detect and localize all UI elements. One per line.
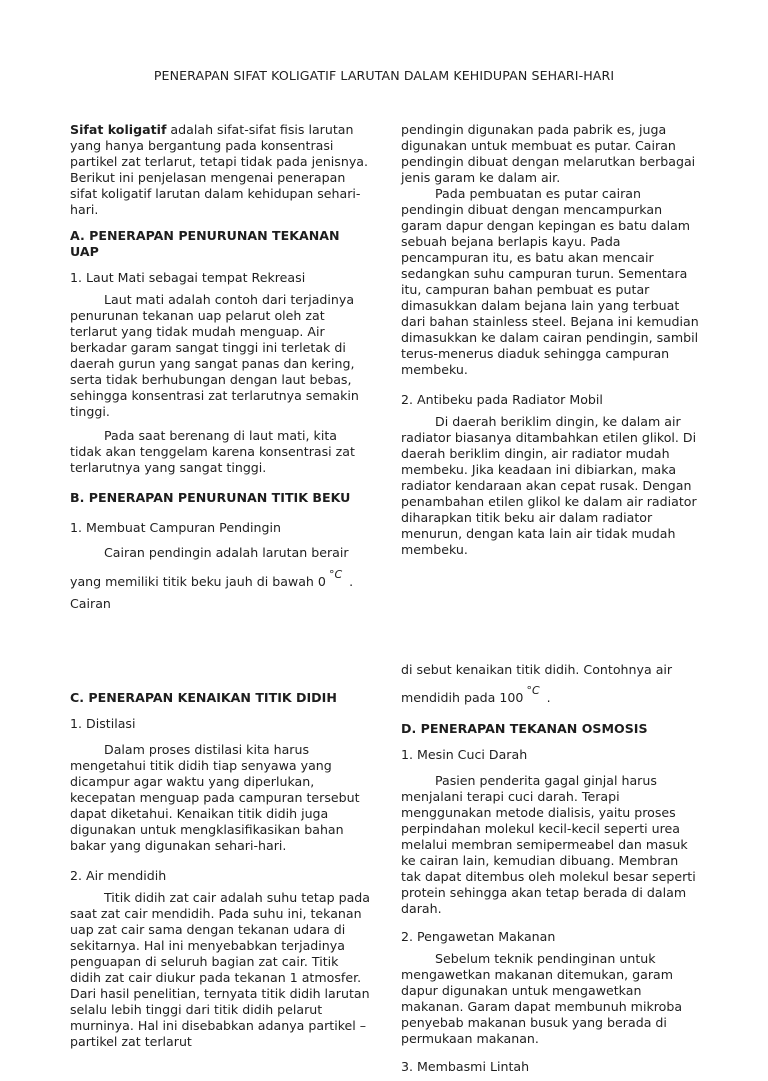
degree-celsius-symbol: °C <box>328 568 343 581</box>
column-bottom-left <box>70 690 370 1050</box>
page-title: PENERAPAN SIFAT KOLIGATIF LARUTAN DALAM KEHIDUPAN SEHARI-HARI <box>153 68 615 83</box>
section-c-subheading-2: 2. Air mendidih <box>70 868 167 883</box>
section-a-heading: A. PENERAPAN PENURUNAN TEKANAN UAP <box>70 228 340 259</box>
section-a-subheading-1: 1. Laut Mati sebagai tempat Rekreasi <box>70 270 306 285</box>
section-c-continued-line-2 <box>401 680 701 709</box>
intro-term: Sifat koligatif <box>70 122 167 137</box>
section-c-subheading-1: 1. Distilasi <box>70 716 136 731</box>
section-d-subheading-2: 2. Pengawetan Makanan <box>401 929 556 944</box>
section-b-subheading-2: 2. Antibeku pada Radiator Mobil <box>401 392 603 407</box>
section-d-paragraph-2: Sebelum teknik pendinginan untuk mengawetkan makanan ditemukan, garam dapur digunakan untuk mengawetkan makanan. Garam dapat membunuh mikroba penyebab makanan busuk yang berada di permukaan makanan. <box>401 951 683 1046</box>
section-c-heading: C. PENERAPAN KENAIKAN TITIK DIDIH <box>70 690 337 705</box>
section-d-paragraph-1: Pasien penderita gagal ginjal harus menjalani terapi cuci darah. Terapi menggunakan metode dialisis, yaitu proses perpindahan molekul kecil-kecil seperti urea melalui membran semipermeabel dan masuk ke cairan lain, kemudian dibuang. Membran tak dapat ditembus oleh molekul besar seperti protein sehingga akan tetap berada di dalam darah. <box>401 773 696 916</box>
column-top-left <box>70 122 370 615</box>
section-a-paragraph-2: Pada saat berenang di laut mati, kita tidak akan tenggelam karena konsentrasi zat terlarutnya yang sangat tinggi. <box>70 428 355 475</box>
section-d-heading: D. PENERAPAN TEKANAN OSMOSIS <box>401 721 648 736</box>
section-b-paragraph-3: Di daerah beriklim dingin, ke dalam air radiator biasanya ditambahkan etilen glikol. Di daerah beriklim dingin, air radiator mudah membeku. Jika keadaan ini dibiarkan, maka radiator kendaraan akan cepat rusak. Dengan penambahan etilen glikol ke dalam air radiator diharapkan titik beku air dalam radiator menurun, dengan kata lain air tidak mudah membeku. <box>401 414 697 557</box>
section-c-paragraph-2: Titik didih zat cair adalah suhu tetap pada saat zat cair mendidih. Pada suhu ini, tekanan uap zat cair sama dengan tekanan udara di sekitarnya. Hal ini menyebabkan terjadinya penguapan di seluruh bagian zat cair. Titik didih zat cair diukur pada tekanan 1 atmosfer. Dari hasil penelitian, ternyata titik didih larutan selalu lebih tinggi dari titik didih pelarut murninya. Hal ini disebabkan adanya partikel – partikel zat terlarut <box>70 890 370 1049</box>
section-c-continued-text: mendidih pada 100 <box>401 690 524 705</box>
section-c-paragraph-1: Dalam proses distilasi kita harus mengetahui titik didih tiap senyawa yang dicampur agar waktu yang diperlukan, kecepatan menguap pada campuran tersebut dapat diketahui. Kenaikan titik didih juga digunakan untuk mengklasifikasikan bahan bakar yang digunakan sehari-hari. <box>70 742 360 853</box>
column-top-right <box>401 122 701 558</box>
section-a-paragraph-1: Laut mati adalah contoh dari terjadinya penurunan tekanan uap pelarut oleh zat terlarut yang tidak mudah menguap. Air berkadar garam sangat tinggi ini terletak di daerah gurun yang sangat panas dan kering, serta tidak berhubungan dengan laut bebas, sehingga konsentrasi zat terlarutnya semakin tinggi. <box>70 292 359 419</box>
section-c-continued-line-1: di sebut kenaikan titik didih. Contohnya air <box>401 662 673 677</box>
section-b-paragraph-2: Pada pembuatan es putar cairan pendingin dibuat dengan mencampurkan garam dapur dengan kepingan es batu dalam sebuah bejana berlapis kayu. Pada pencampuran itu, es batu akan mencair sedangkan suhu campuran turun. Sementara itu, campuran bahan pembuat es putar dimasukkan dalam bejana lain yang terbuat dari bahan stainless steel. Bejana ini kemudian dimasukkan ke dalam cairan pendingin, sambil terus-menerus diaduk sehingga campuran membeku. <box>401 186 699 377</box>
column-bottom-right <box>401 662 701 1081</box>
section-b-paragraph-1-end: . Cairan <box>70 574 354 611</box>
degree-celsius-symbol-2: °C <box>526 684 540 697</box>
intro-paragraph <box>70 122 370 218</box>
section-b-subheading-1: 1. Membuat Campuran Pendingin <box>70 520 281 535</box>
section-d-subheading-3: 3. Membasmi Lintah <box>401 1059 530 1074</box>
section-c-continued-end: . <box>542 690 551 705</box>
section-b-paragraph-1-continued: pendingin digunakan pada pabrik es, juga digunakan untuk membuat es putar. Cairan pendingin dibuat dengan melarutkan berbagai jenis garam ke dalam air. <box>401 122 696 185</box>
section-d-subheading-1: 1. Mesin Cuci Darah <box>401 747 528 762</box>
intro-text: adalah sifat-sifat fisis larutan yang hanya bergantung pada konsentrasi partikel zat terlarut, tetapi tidak pada jenisnya. Berikut ini penjelasan mengenai penerapan sifat koligatif larutan dalam kehidupan sehari-hari. <box>70 122 369 217</box>
section-b-heading: B. PENERAPAN PENURUNAN TITIK BEKU <box>70 490 351 505</box>
section-b-paragraph-1 <box>70 542 370 615</box>
section-b-paragraph-1-text: Cairan pendingin adalah larutan berair yang memiliki titik beku jauh di bawah 0 <box>70 545 349 589</box>
